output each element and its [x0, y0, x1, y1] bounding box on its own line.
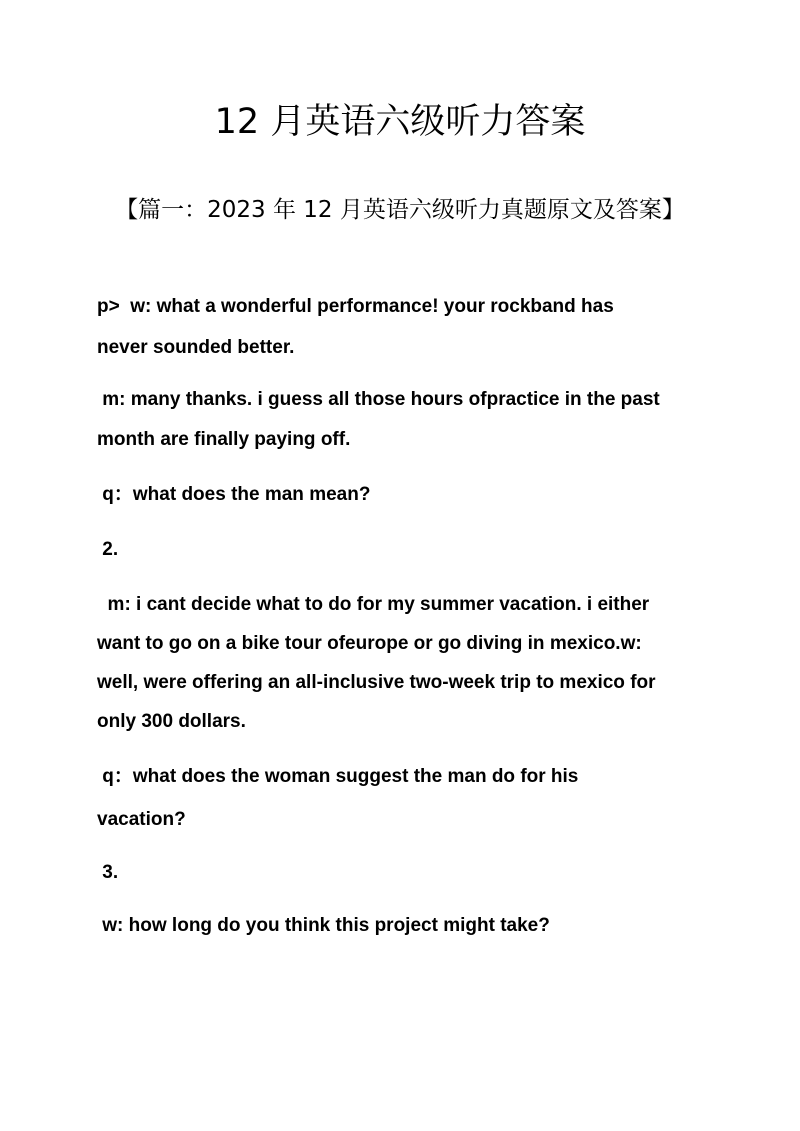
text-line: vacation?	[97, 809, 186, 830]
text-line: only 300 dollars.	[97, 711, 246, 732]
text-line: m: i cant decide what to do for my summer vacation. i either	[97, 594, 650, 615]
text-line: want to go on a bike tour ofeurope or go diving in mexico.w:	[97, 633, 642, 654]
text-line: never sounded better.	[97, 337, 295, 358]
text-line: 2.	[97, 539, 119, 560]
text-line: q：what does the woman suggest the man do for his	[97, 766, 579, 787]
document-subtitle: 【篇一：2023 年 12 月英语六级听力真题原文及答案】	[115, 197, 685, 223]
text-line: w: how long do you think this project might take?	[97, 915, 550, 936]
text-line: well, were offering an all-inclusive two-week trip to mexico for	[97, 672, 656, 693]
text-line: m: many thanks. i guess all those hours ofpractice in the past	[97, 389, 660, 410]
text-line: month are finally paying off.	[97, 429, 351, 450]
text-line: 3.	[97, 862, 119, 883]
document-title: 12 月英语六级听力答案	[214, 102, 586, 142]
text-line: p> w: what a wonderful performance! your rockband has	[97, 296, 614, 317]
text-line: q：what does the man mean?	[97, 484, 371, 505]
